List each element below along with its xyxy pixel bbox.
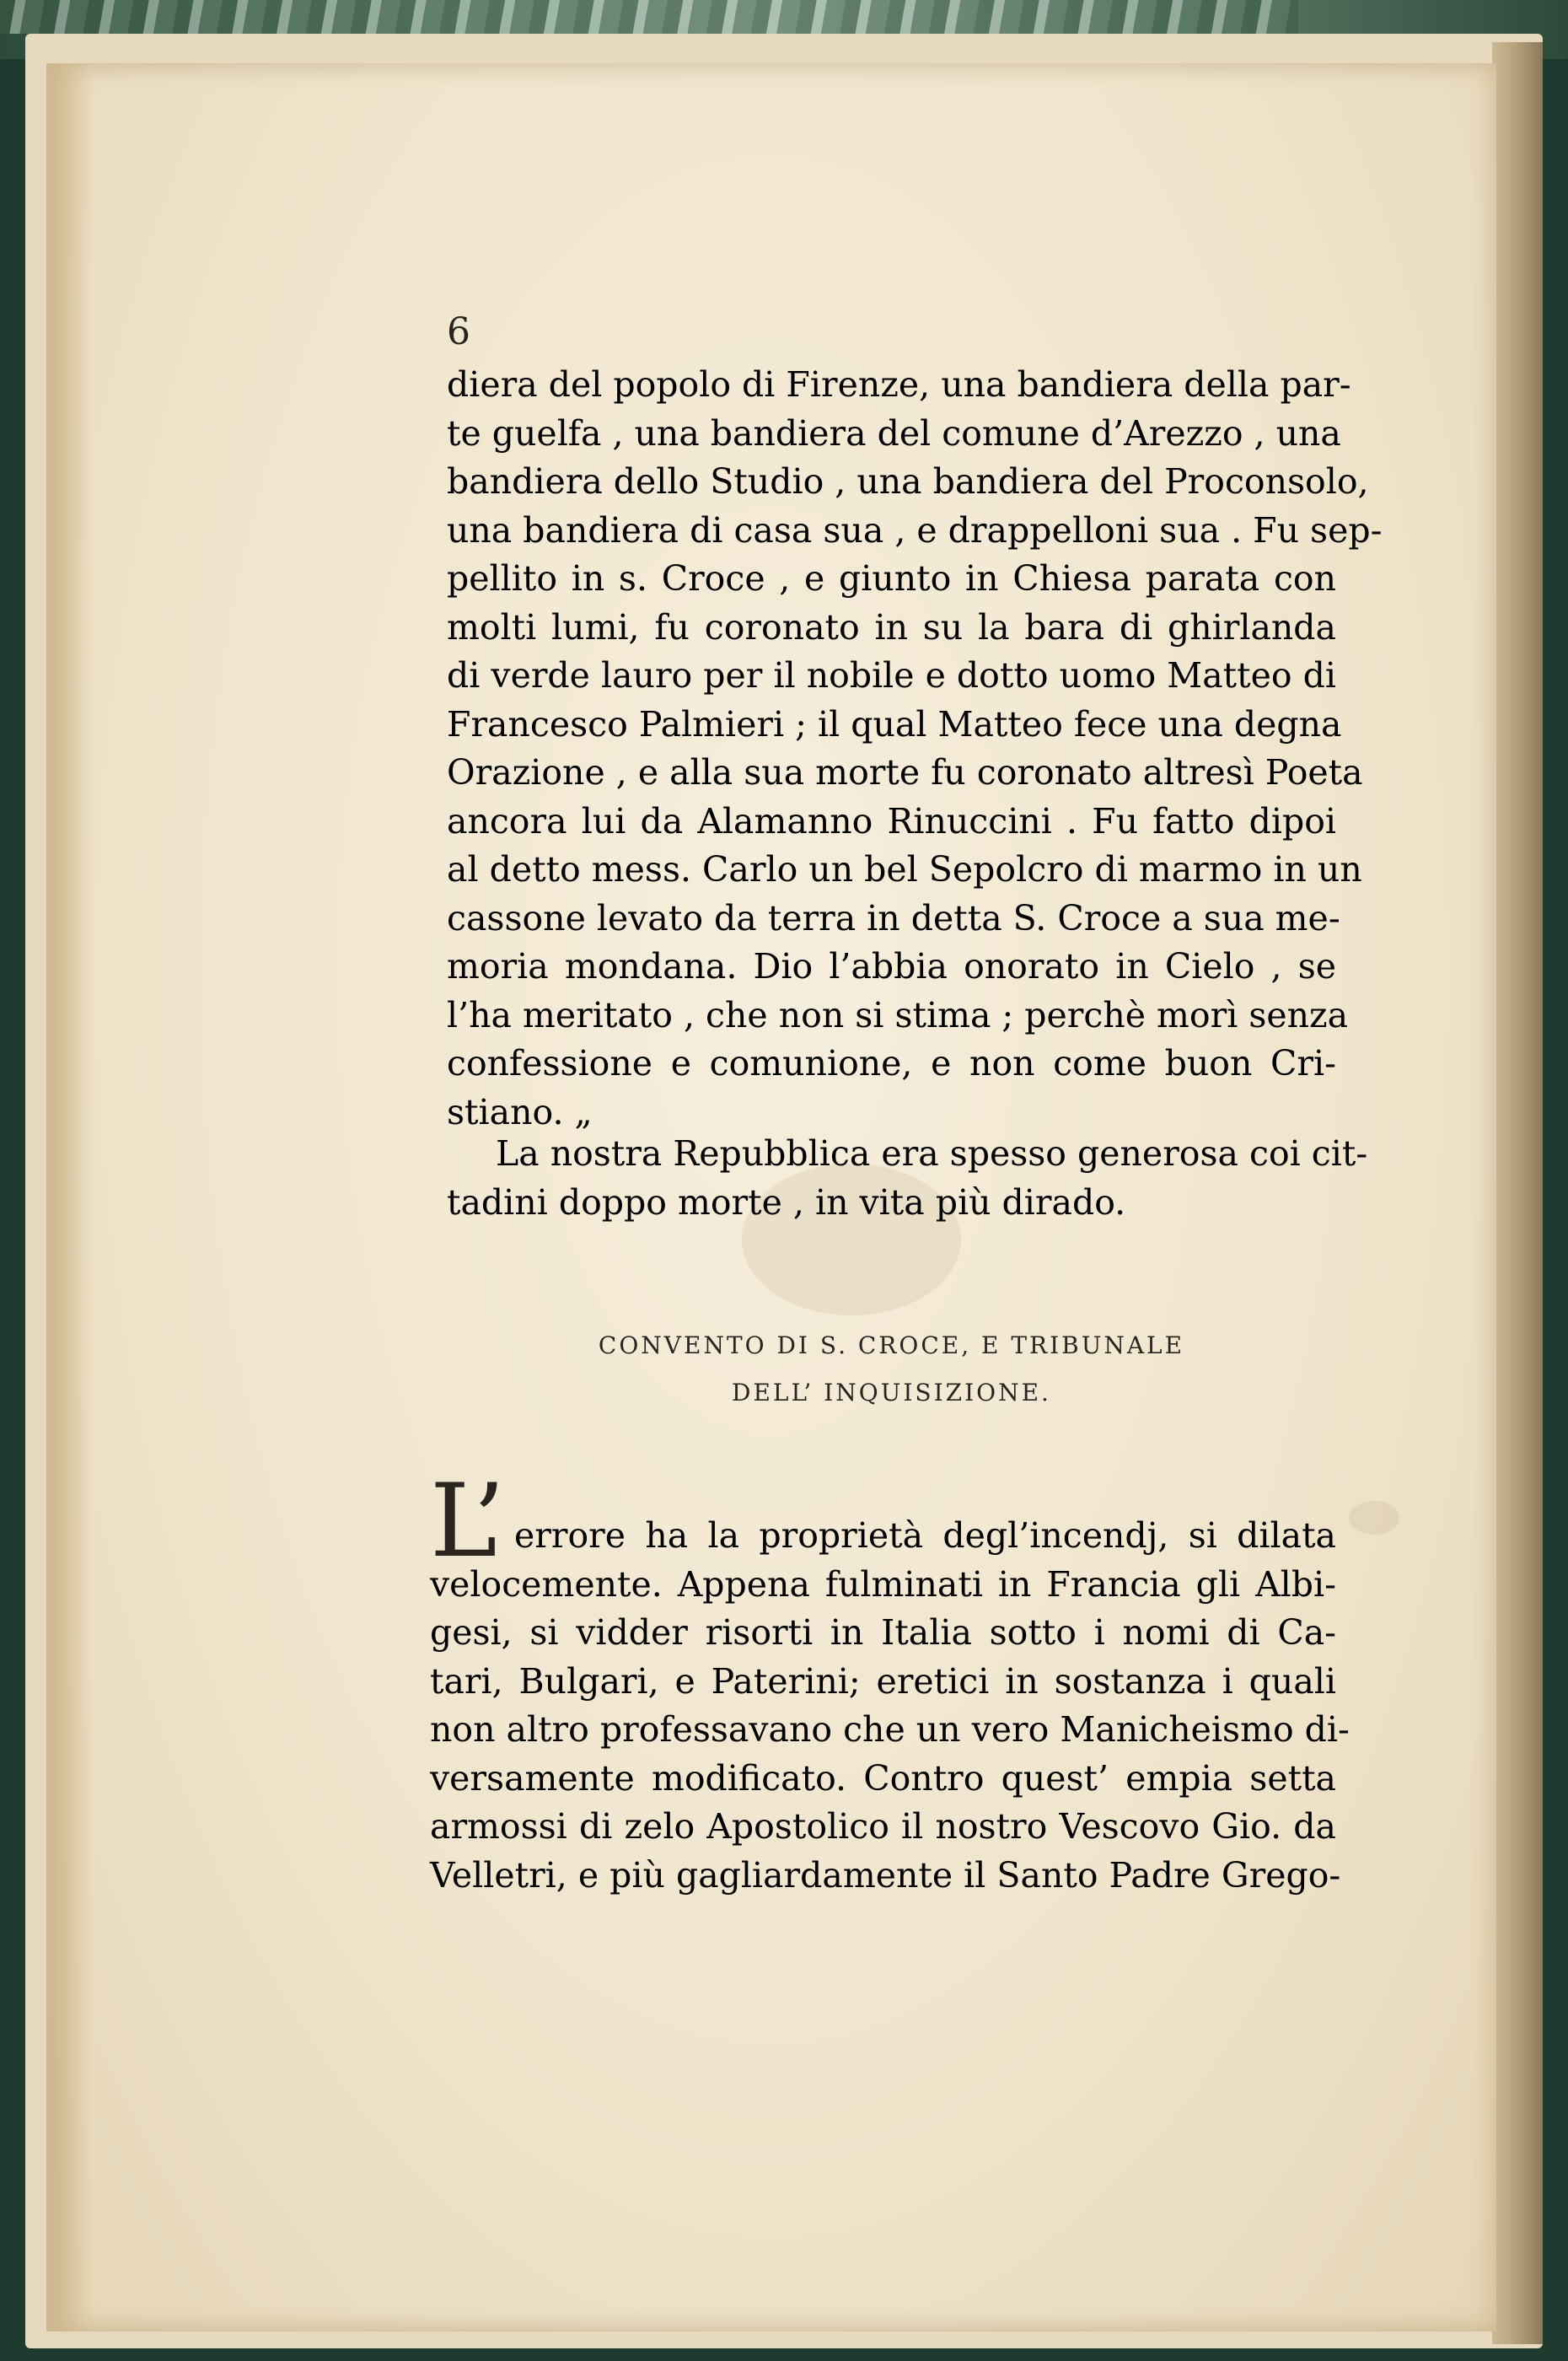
section-heading [447,1322,1336,1417]
text-line: stiano. „ [447,1091,593,1132]
text-line: una bandiera di casa sua , e drappelloni sua . Fu sep- [447,509,1383,551]
paragraph-3 [430,1512,1350,1900]
text-line: tadini doppo morte , in vita più dirado. [447,1181,1126,1223]
heading-line: DELL’ INQUISIZIONE. [732,1379,1051,1406]
text-line: Velletri, e più gagliardamente il Santo Padre Grego- [430,1854,1341,1896]
text-line: te guelfa , una bandiera del comune d’Arezzo , una [447,412,1341,454]
drop-cap: L’ [430,1463,506,1580]
text-line: velocemente. Appena fulminati in Francia gli Albi- [430,1563,1336,1605]
text-line: moria mondana. Dio l’abbia onorato in Cielo , se [447,946,1336,987]
text-line: tari, Bulgari, e Paterini; eretici in sostanza i quali [430,1660,1336,1702]
text-line: ancora lui da Alamanno Rinuccini . Fu fatto dipoi [447,800,1336,842]
text-line: molti lumi, fu coronato in su la bara di ghirlanda [447,606,1336,648]
text-line: l’ha meritato , che non si stima ; perchè morì senza [447,994,1349,1035]
paper-stain [1349,1501,1399,1535]
text-line: cassone levato da terra in detta S. Croce a sua me- [447,897,1340,938]
paragraph-1 [447,361,1383,1137]
text-line: di verde lauro per il nobile e dotto uomo Matteo di [447,655,1336,696]
text-line: Francesco Palmieri ; il qual Matteo fece una degna [447,703,1342,745]
text-line: Orazione , e alla sua morte fu coronato altresì Poeta [447,752,1363,793]
text-line: bandiera dello Studio , una bandiera del Proconsolo, [447,461,1369,502]
text-line: errore ha la proprietà degl’incendj, si dilata [514,1515,1336,1556]
page-wear [46,63,93,2331]
text-line: pellito in s. Croce , e giunto in Chiesa parata con [447,558,1336,599]
text-line: non altro professavano che un vero Manicheismo di- [430,1709,1350,1750]
text-line: diera del popolo di Firenze, una bandiera della par- [447,364,1351,405]
text-line: La nostra Repubblica era spesso generosa coi cit- [496,1133,1368,1174]
paragraph-2 [447,1130,1368,1227]
page-edge [1492,42,1543,2344]
page-number: 6 [447,310,470,353]
text-line: gesi, si vidder risorti in Italia sotto i nomi di Ca- [430,1612,1336,1653]
text-line: armossi di zelo Apostolico il nostro Vescovo Gio. da [430,1806,1336,1847]
text-line: confessione e comunione, e non come buon Cri- [447,1043,1336,1084]
text-line: versamente modificato. Contro quest’ empia setta [430,1757,1336,1799]
text-line: al detto mess. Carlo un bel Sepolcro di marmo in un [447,849,1362,890]
heading-line: CONVENTO DI S. CROCE, E TRIBUNALE [598,1331,1185,1359]
binding-pattern [0,0,1298,34]
